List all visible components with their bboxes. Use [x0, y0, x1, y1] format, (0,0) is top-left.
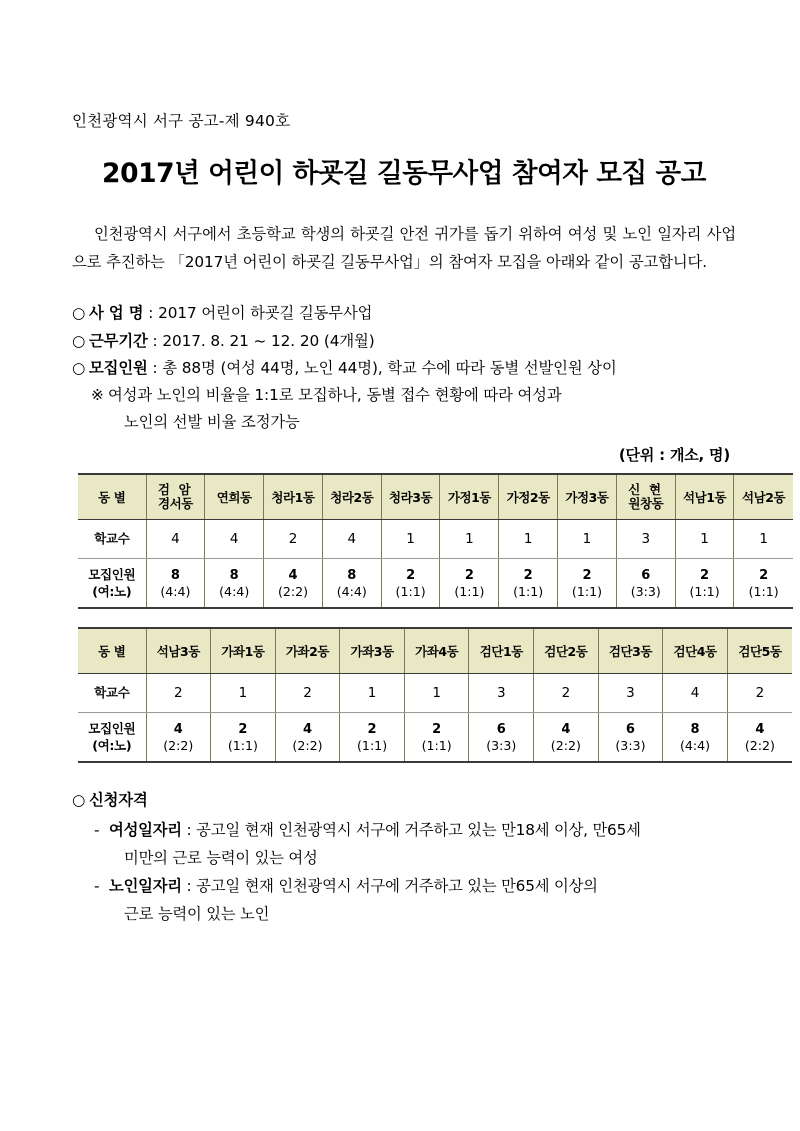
table-cell: 2 [534, 674, 599, 713]
bullet-value-work-period: 2017. 8. 21 ~ 12. 20 (4개월) [162, 331, 375, 350]
table-cell [275, 713, 340, 763]
row-label-text-line1: 모집인원 [88, 567, 136, 583]
table-cell [381, 559, 440, 609]
table-cell: 1 [558, 520, 617, 559]
note-text-line-1: 여성과 노인의 비율을 1:1로 모집하나, 동별 접수 현황에 따라 여성과 [108, 385, 562, 404]
table-cell [211, 713, 276, 763]
table-unit-note: (단위 : 개소, 명) [618, 446, 730, 465]
quota-value: 4 [302, 721, 312, 737]
qualification-section [72, 787, 736, 928]
table1-header-cell-6: 가정2동 [499, 474, 558, 520]
bullet-project-name [72, 300, 736, 327]
quota-ratio: (1:1) [513, 583, 544, 599]
quota-ratio: (4:4) [160, 583, 191, 599]
quota-value: 4 [288, 567, 298, 583]
quota-value: 4 [561, 721, 571, 737]
row-label-text-line1: 모집인원 [88, 721, 136, 737]
bullet-work-period [72, 328, 736, 355]
page-title: 2017년 어린이 하굣길 길동무사업 참여자 모집 공고 [102, 157, 706, 189]
table1-header-8-line2: 원창동 [628, 496, 664, 512]
quota-ratio: (4:4) [336, 583, 367, 599]
table2-header-cell-7: 검단3동 [598, 628, 663, 674]
row-label-text: 학교수 [94, 531, 130, 547]
quota-value: 6 [625, 721, 635, 737]
quota-value: 4 [755, 721, 765, 737]
qualification-text-women-line2: 미만의 근로 능력이 있는 여성 [124, 849, 318, 868]
quota-ratio: (2:2) [163, 737, 194, 753]
table2-header-cell-5: 검단1동 [469, 628, 534, 674]
row-label-text-line2: (여:노) [92, 738, 132, 754]
quota-value: 2 [367, 721, 377, 737]
table-cell [499, 559, 558, 609]
row-label-text-line2: (여:노) [92, 584, 132, 600]
bullet-marker-icon: ○ [72, 304, 86, 323]
quota-ratio: (1:1) [395, 583, 426, 599]
bullet-recruit-count [72, 355, 736, 382]
table-cell [675, 559, 734, 609]
table-cell: 4 [205, 520, 264, 559]
bullet-value-project-name: 2017 어린이 하굣길 길동무사업 [158, 304, 373, 323]
note-line-1 [91, 382, 736, 409]
table2-header-cell-3: 가좌3동 [340, 628, 405, 674]
table-cell [469, 713, 534, 763]
bullet-separator: : [147, 331, 163, 350]
bullet-marker-icon: ○ [72, 791, 86, 810]
table1-header-cell-10: 석남2동 [734, 474, 793, 520]
quota-ratio: (1:1) [357, 737, 388, 753]
table1-header-cell-8 [616, 474, 675, 520]
table-cell: 1 [340, 674, 405, 713]
quota-value: 2 [759, 567, 769, 583]
quota-value: 2 [238, 721, 248, 737]
table1-header-cell-1: 연희동 [205, 474, 264, 520]
table-cell [558, 559, 617, 609]
table-cell [534, 713, 599, 763]
qualification-term-senior: 노인일자리 [109, 876, 182, 895]
table-cell: 2 [264, 520, 323, 559]
quota-ratio: (1:1) [454, 583, 485, 599]
bullet-marker-icon: ○ [72, 331, 86, 350]
table2-header-row [78, 628, 792, 674]
quota-ratio: (1:1) [421, 737, 452, 753]
intro-paragraph: 인천광역시 서구에서 초등학교 학생의 하굣길 안전 귀가를 돕기 위하여 여성 및 노인 일자리 사업으로 추진하는 「2017년 어린이 하굣길 길동무사업」의 참여자 모집을 아래와 같이 공고합니다. [72, 224, 736, 272]
table2-header-cell-4: 가좌4동 [404, 628, 469, 674]
quota-value: 2 [582, 567, 592, 583]
qualification-heading [72, 787, 736, 815]
table2-header-cell-2: 가좌2동 [275, 628, 340, 674]
table1-header-8-line1: 신 현 [628, 481, 664, 497]
announcement-number: 인천광역시 서구 공고-제 940호 [72, 112, 291, 130]
table-cell: 1 [675, 520, 734, 559]
quota-value: 2 [464, 567, 474, 583]
quota-value: 2 [406, 567, 416, 583]
table2-schools-row [78, 674, 792, 713]
summary-bullet-list [72, 300, 736, 436]
quota-value: 2 [700, 567, 710, 583]
bullet-label-project-name: 사 업 명 [89, 304, 144, 323]
table2-header-cell-8: 검단4동 [663, 628, 728, 674]
table-cell: 3 [616, 520, 675, 559]
table-cell [340, 713, 405, 763]
table-cell [264, 559, 323, 609]
quota-ratio: (1:1) [748, 583, 779, 599]
table-cell: 2 [275, 674, 340, 713]
table-cell: 4 [663, 674, 728, 713]
table1-header-cell-2: 청라1동 [264, 474, 323, 520]
quota-ratio: (4:4) [219, 583, 250, 599]
table1-corner-label: 동 별 [78, 474, 146, 520]
quota-value: 8 [170, 567, 180, 583]
bullet-label-recruit-count: 모집인원 [89, 358, 148, 377]
table2-header-cell-1: 가좌1동 [211, 628, 276, 674]
table-cell [663, 713, 728, 763]
recruitment-table-part-2 [78, 627, 792, 763]
bullet-marker-icon: ○ [72, 358, 86, 377]
quota-value: 8 [347, 567, 357, 583]
table1-row-label-schools [78, 520, 146, 559]
qualification-text-senior-line2: 근로 능력이 있는 노인 [124, 904, 270, 923]
table-cell [440, 559, 499, 609]
quota-value: 8 [229, 567, 239, 583]
qualification-separator: : [181, 821, 197, 840]
table1-header-row [78, 474, 793, 520]
quota-ratio: (2:2) [550, 737, 581, 753]
qualification-item-women [94, 817, 736, 845]
table-cell [146, 559, 205, 609]
bullet-separator: : [143, 304, 159, 323]
table-cell [322, 559, 381, 609]
table-cell: 1 [734, 520, 793, 559]
qualification-text-women-line1: 공고일 현재 인천광역시 서구에 거주하고 있는 만18세 이상, 만65세 [196, 821, 641, 840]
bullet-value-recruit-count: 총 88명 (여성 44명, 노인 44명), 학교 수에 따라 동별 선발인원 상이 [162, 358, 617, 377]
quota-ratio: (1:1) [227, 737, 258, 753]
quota-ratio: (1:1) [571, 583, 603, 599]
table-cell [734, 559, 793, 609]
table-cell: 1 [404, 674, 469, 713]
bullet-label-work-period: 근무기간 [89, 331, 148, 350]
table1-header-0-line1: 검 암 [157, 481, 193, 497]
quota-ratio: (2:2) [277, 583, 309, 599]
quota-ratio: (3:3) [615, 737, 646, 753]
table1-header-cell-0 [146, 474, 205, 520]
qualification-separator: : [181, 876, 197, 895]
table-cell [598, 713, 663, 763]
table1-row-label-quota [78, 559, 146, 609]
quota-ratio: (3:3) [486, 737, 517, 753]
table2-row-label-schools [78, 674, 146, 713]
table-cell: 1 [211, 674, 276, 713]
quota-ratio: (1:1) [689, 583, 720, 599]
table2-header-cell-9: 검단5동 [727, 628, 792, 674]
quota-value: 6 [496, 721, 506, 737]
quota-ratio: (3:3) [630, 583, 661, 599]
quota-value: 8 [690, 721, 700, 737]
qualification-heading-text: 신청자격 [89, 791, 148, 810]
note-marker-icon: ※ [91, 385, 104, 404]
quota-ratio: (4:4) [679, 737, 711, 753]
recruitment-table-part-1 [78, 473, 793, 609]
table-cell [404, 713, 469, 763]
table2-header-cell-0: 석남3동 [146, 628, 211, 674]
table-cell: 1 [499, 520, 558, 559]
table-cell: 2 [727, 674, 792, 713]
qualification-term-women: 여성일자리 [109, 821, 182, 840]
table2-header-cell-6: 검단2동 [534, 628, 599, 674]
dash-marker-icon: - [94, 821, 100, 840]
bullet-separator: : [147, 358, 163, 377]
table1-header-cell-4: 청라3동 [381, 474, 440, 520]
quota-ratio: (2:2) [744, 737, 775, 753]
table1-schools-row [78, 520, 793, 559]
table-cell [205, 559, 264, 609]
table-cell: 2 [146, 674, 211, 713]
table1-header-0-line2: 경서동 [157, 496, 193, 512]
table1-header-cell-5: 가정1동 [440, 474, 499, 520]
quota-value: 2 [523, 567, 533, 583]
note-line-2: 노인의 선발 비율 조정가능 [124, 413, 300, 432]
table-cell [727, 713, 792, 763]
table-cell: 1 [381, 520, 440, 559]
table1-header-cell-3: 청라2동 [322, 474, 381, 520]
table-cell [146, 713, 211, 763]
table1-header-cell-7: 가정3동 [558, 474, 617, 520]
qualification-text-senior-line1: 공고일 현재 인천광역시 서구에 거주하고 있는 만65세 이상의 [196, 876, 598, 895]
quota-value: 6 [641, 567, 651, 583]
table-cell: 4 [146, 520, 205, 559]
dash-marker-icon: - [94, 876, 100, 895]
table2-row-label-quota [78, 713, 146, 763]
table-cell: 3 [598, 674, 663, 713]
table2-corner-label: 동 별 [78, 628, 146, 674]
table-cell: 3 [469, 674, 534, 713]
table1-header-cell-9: 석남1동 [675, 474, 734, 520]
table-cell [616, 559, 675, 609]
quota-value: 4 [173, 721, 183, 737]
qualification-item-senior [94, 873, 736, 901]
table1-quota-row [78, 559, 793, 609]
table-cell: 4 [322, 520, 381, 559]
table-cell: 1 [440, 520, 499, 559]
quota-ratio: (2:2) [292, 737, 323, 753]
table2-quota-row [78, 713, 792, 763]
quota-value: 2 [432, 721, 442, 737]
row-label-text: 학교수 [94, 685, 130, 701]
